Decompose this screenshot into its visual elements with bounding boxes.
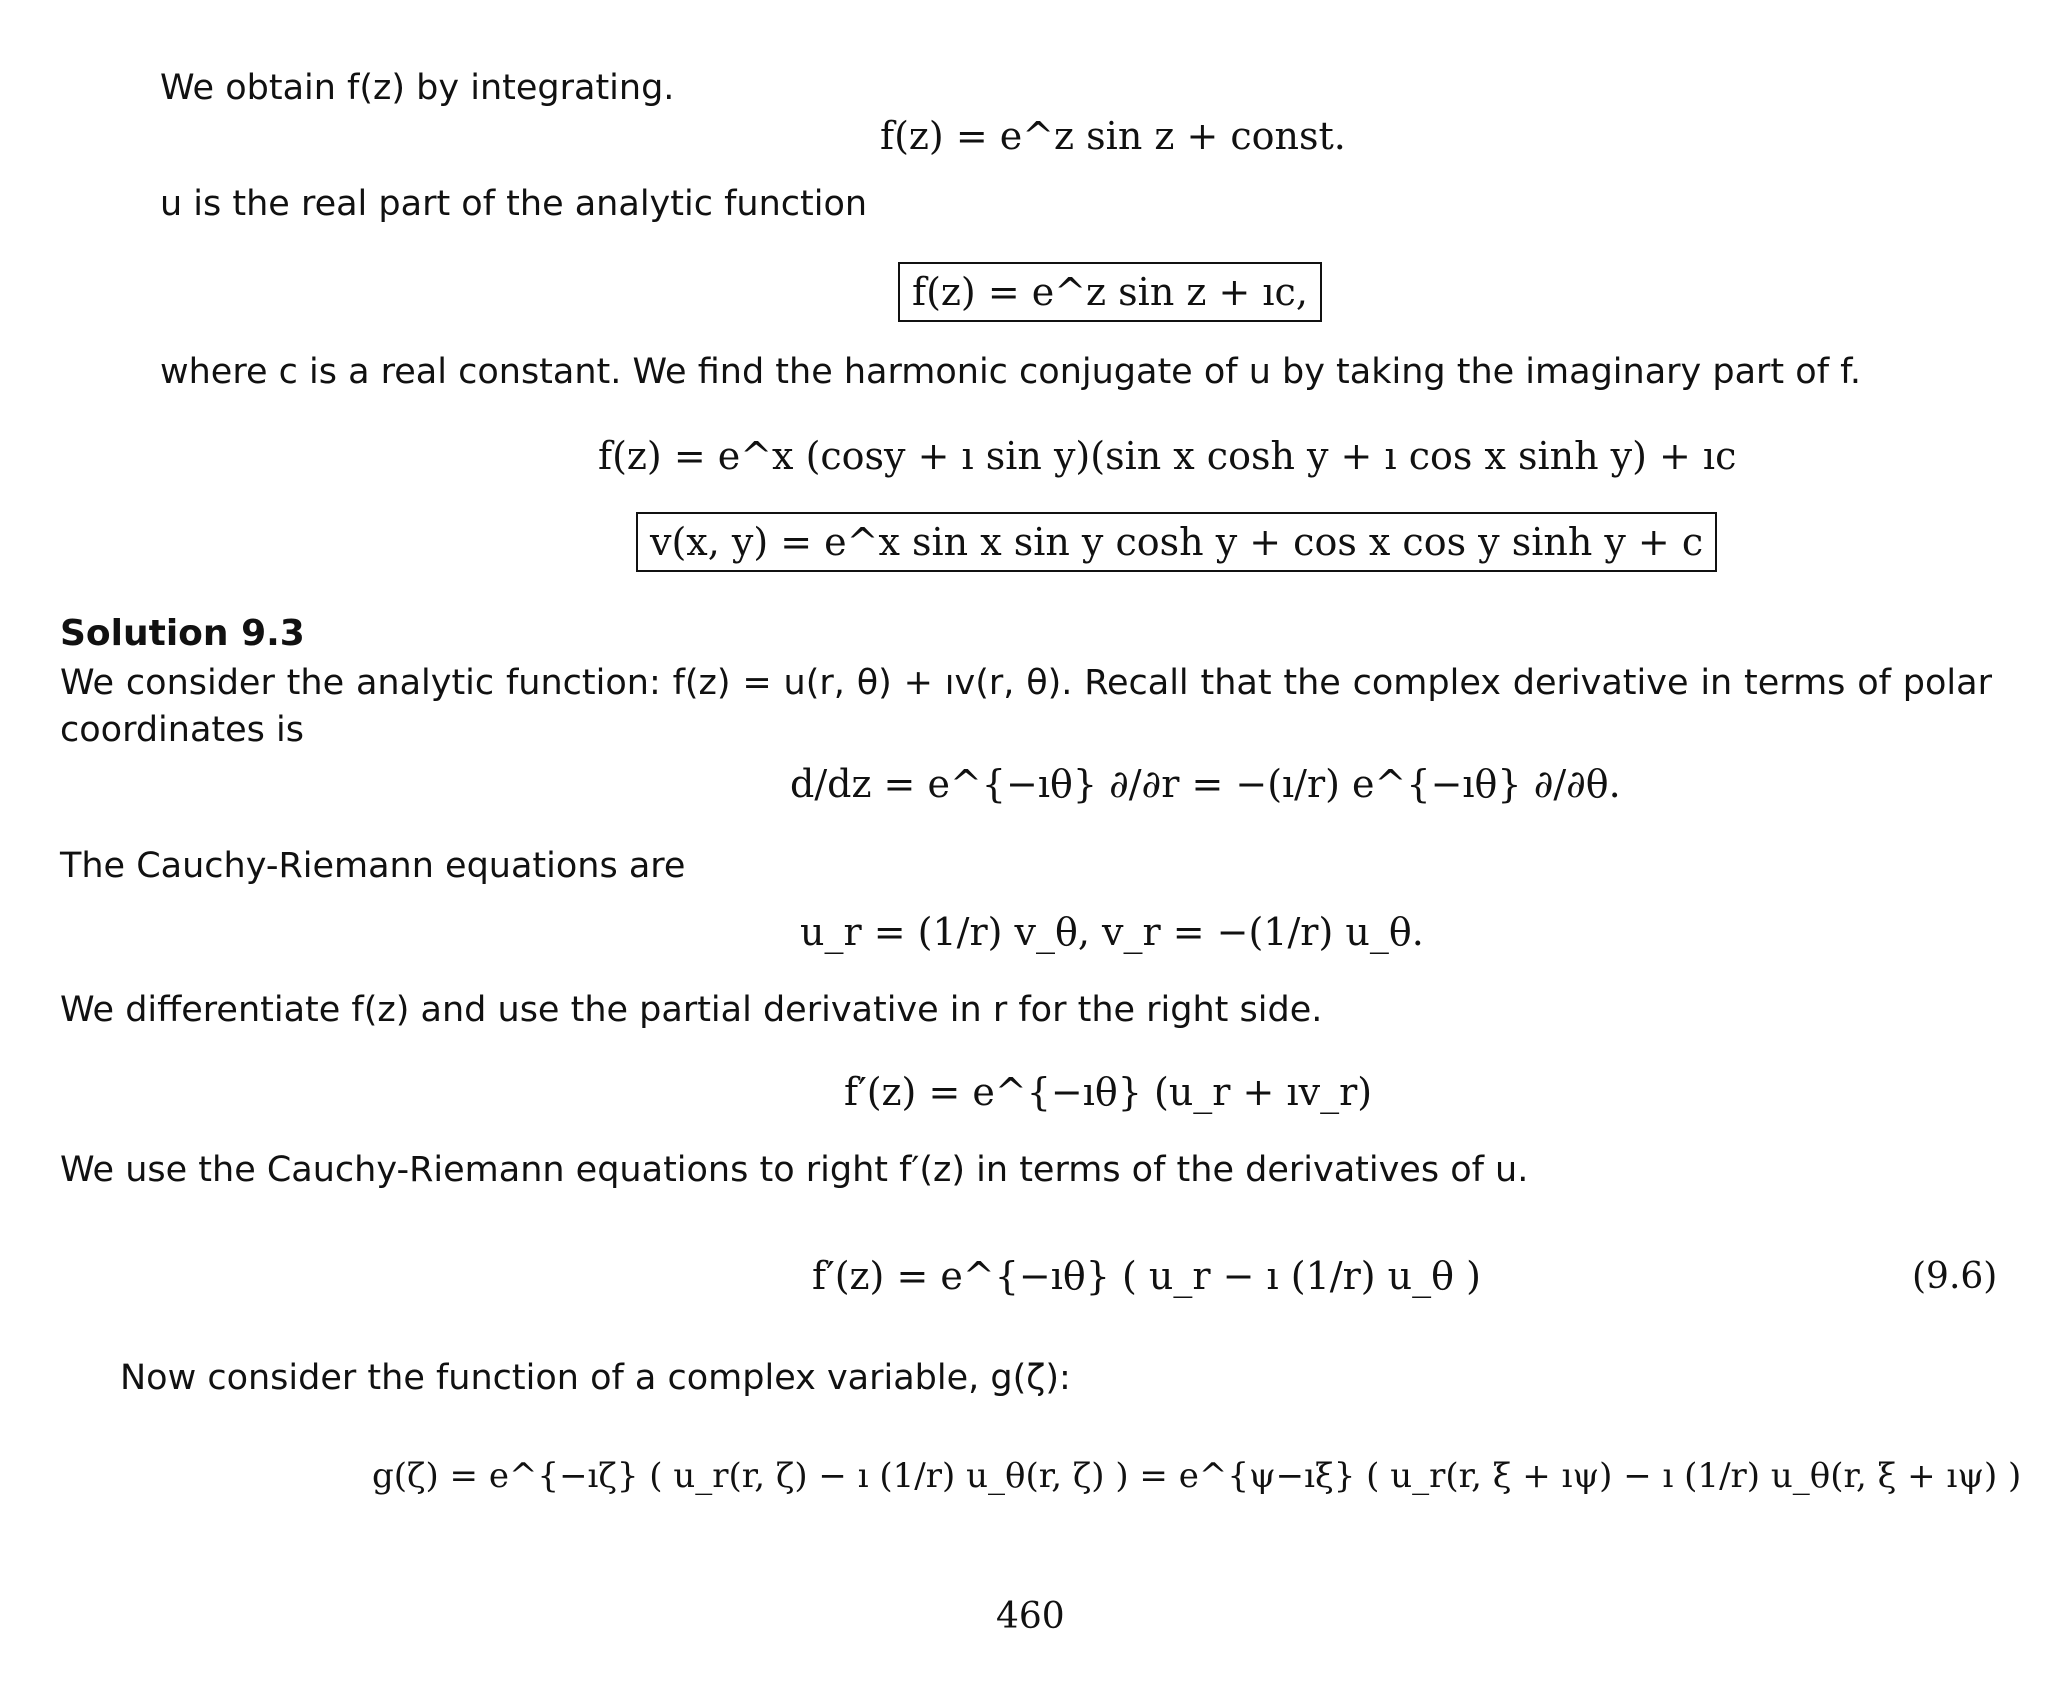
equation-number: (9.6) [1912, 1256, 1998, 1297]
differentiate-intro: We differentiate f(z) and use the partial derivative in r for the right side. [60, 990, 1323, 1030]
g-function-intro: Now consider the function of a complex variable, g(ζ): [120, 1358, 1071, 1398]
intro-line-3: where c is a real constant. We find the harmonic conjugate of u by taking the imaginary part of f. [160, 352, 1862, 392]
cauchy-riemann-use: We use the Cauchy-Riemann equations to right f′(z) in terms of the derivatives of u. [60, 1150, 1529, 1190]
equation-polar-derivative: d/dz = e^{−ıθ} ∂/∂r = −(ı/r) e^{−ıθ} ∂/∂θ. [790, 762, 1621, 806]
solution-paragraph-line-2: coordinates is [60, 710, 304, 750]
page-number: 460 [996, 1596, 1065, 1637]
boxed-equation-f: f(z) = e^z sin z + ıc, [898, 262, 1322, 322]
boxed-equation-v: v(x, y) = e^x sin x sin y cosh y + cos x cos y sinh y + c [636, 512, 1717, 572]
equation-f-expanded: f(z) = e^x (cosy + ı sin y)(sin x cosh y + ı cos x sinh y) + ıc [598, 434, 1737, 478]
equation-fprime-1: f′(z) = e^{−ıθ} (u_r + ıv_r) [844, 1070, 1373, 1114]
cauchy-riemann-intro: The Cauchy-Riemann equations are [60, 846, 686, 886]
intro-line-2: u is the real part of the analytic function [160, 184, 868, 224]
solution-heading: Solution 9.3 [60, 613, 305, 654]
equation-cauchy-riemann: u_r = (1/r) v_θ, v_r = −(1/r) u_θ. [800, 910, 1424, 954]
equation-fprime-2: f′(z) = e^{−ıθ} ( u_r − ı (1/r) u_θ ) [812, 1254, 1481, 1298]
intro-line-1: We obtain f(z) by integrating. [160, 68, 675, 108]
equation-g: g(ζ) = e^{−ıζ} ( u_r(r, ζ) − ı (1/r) u_θ(r, ζ) ) = e^{ψ−ıξ} ( u_r(r, ξ + ıψ) − ı (1/r) u_θ(r, ξ + ıψ) ) [372, 1456, 2022, 1496]
equation-f-const: f(z) = e^z sin z + const. [880, 114, 1346, 158]
solution-paragraph-line-1: We consider the analytic function: f(z) = u(r, θ) + ıv(r, θ). Recall that the complex derivative in terms of polar [60, 663, 1992, 703]
